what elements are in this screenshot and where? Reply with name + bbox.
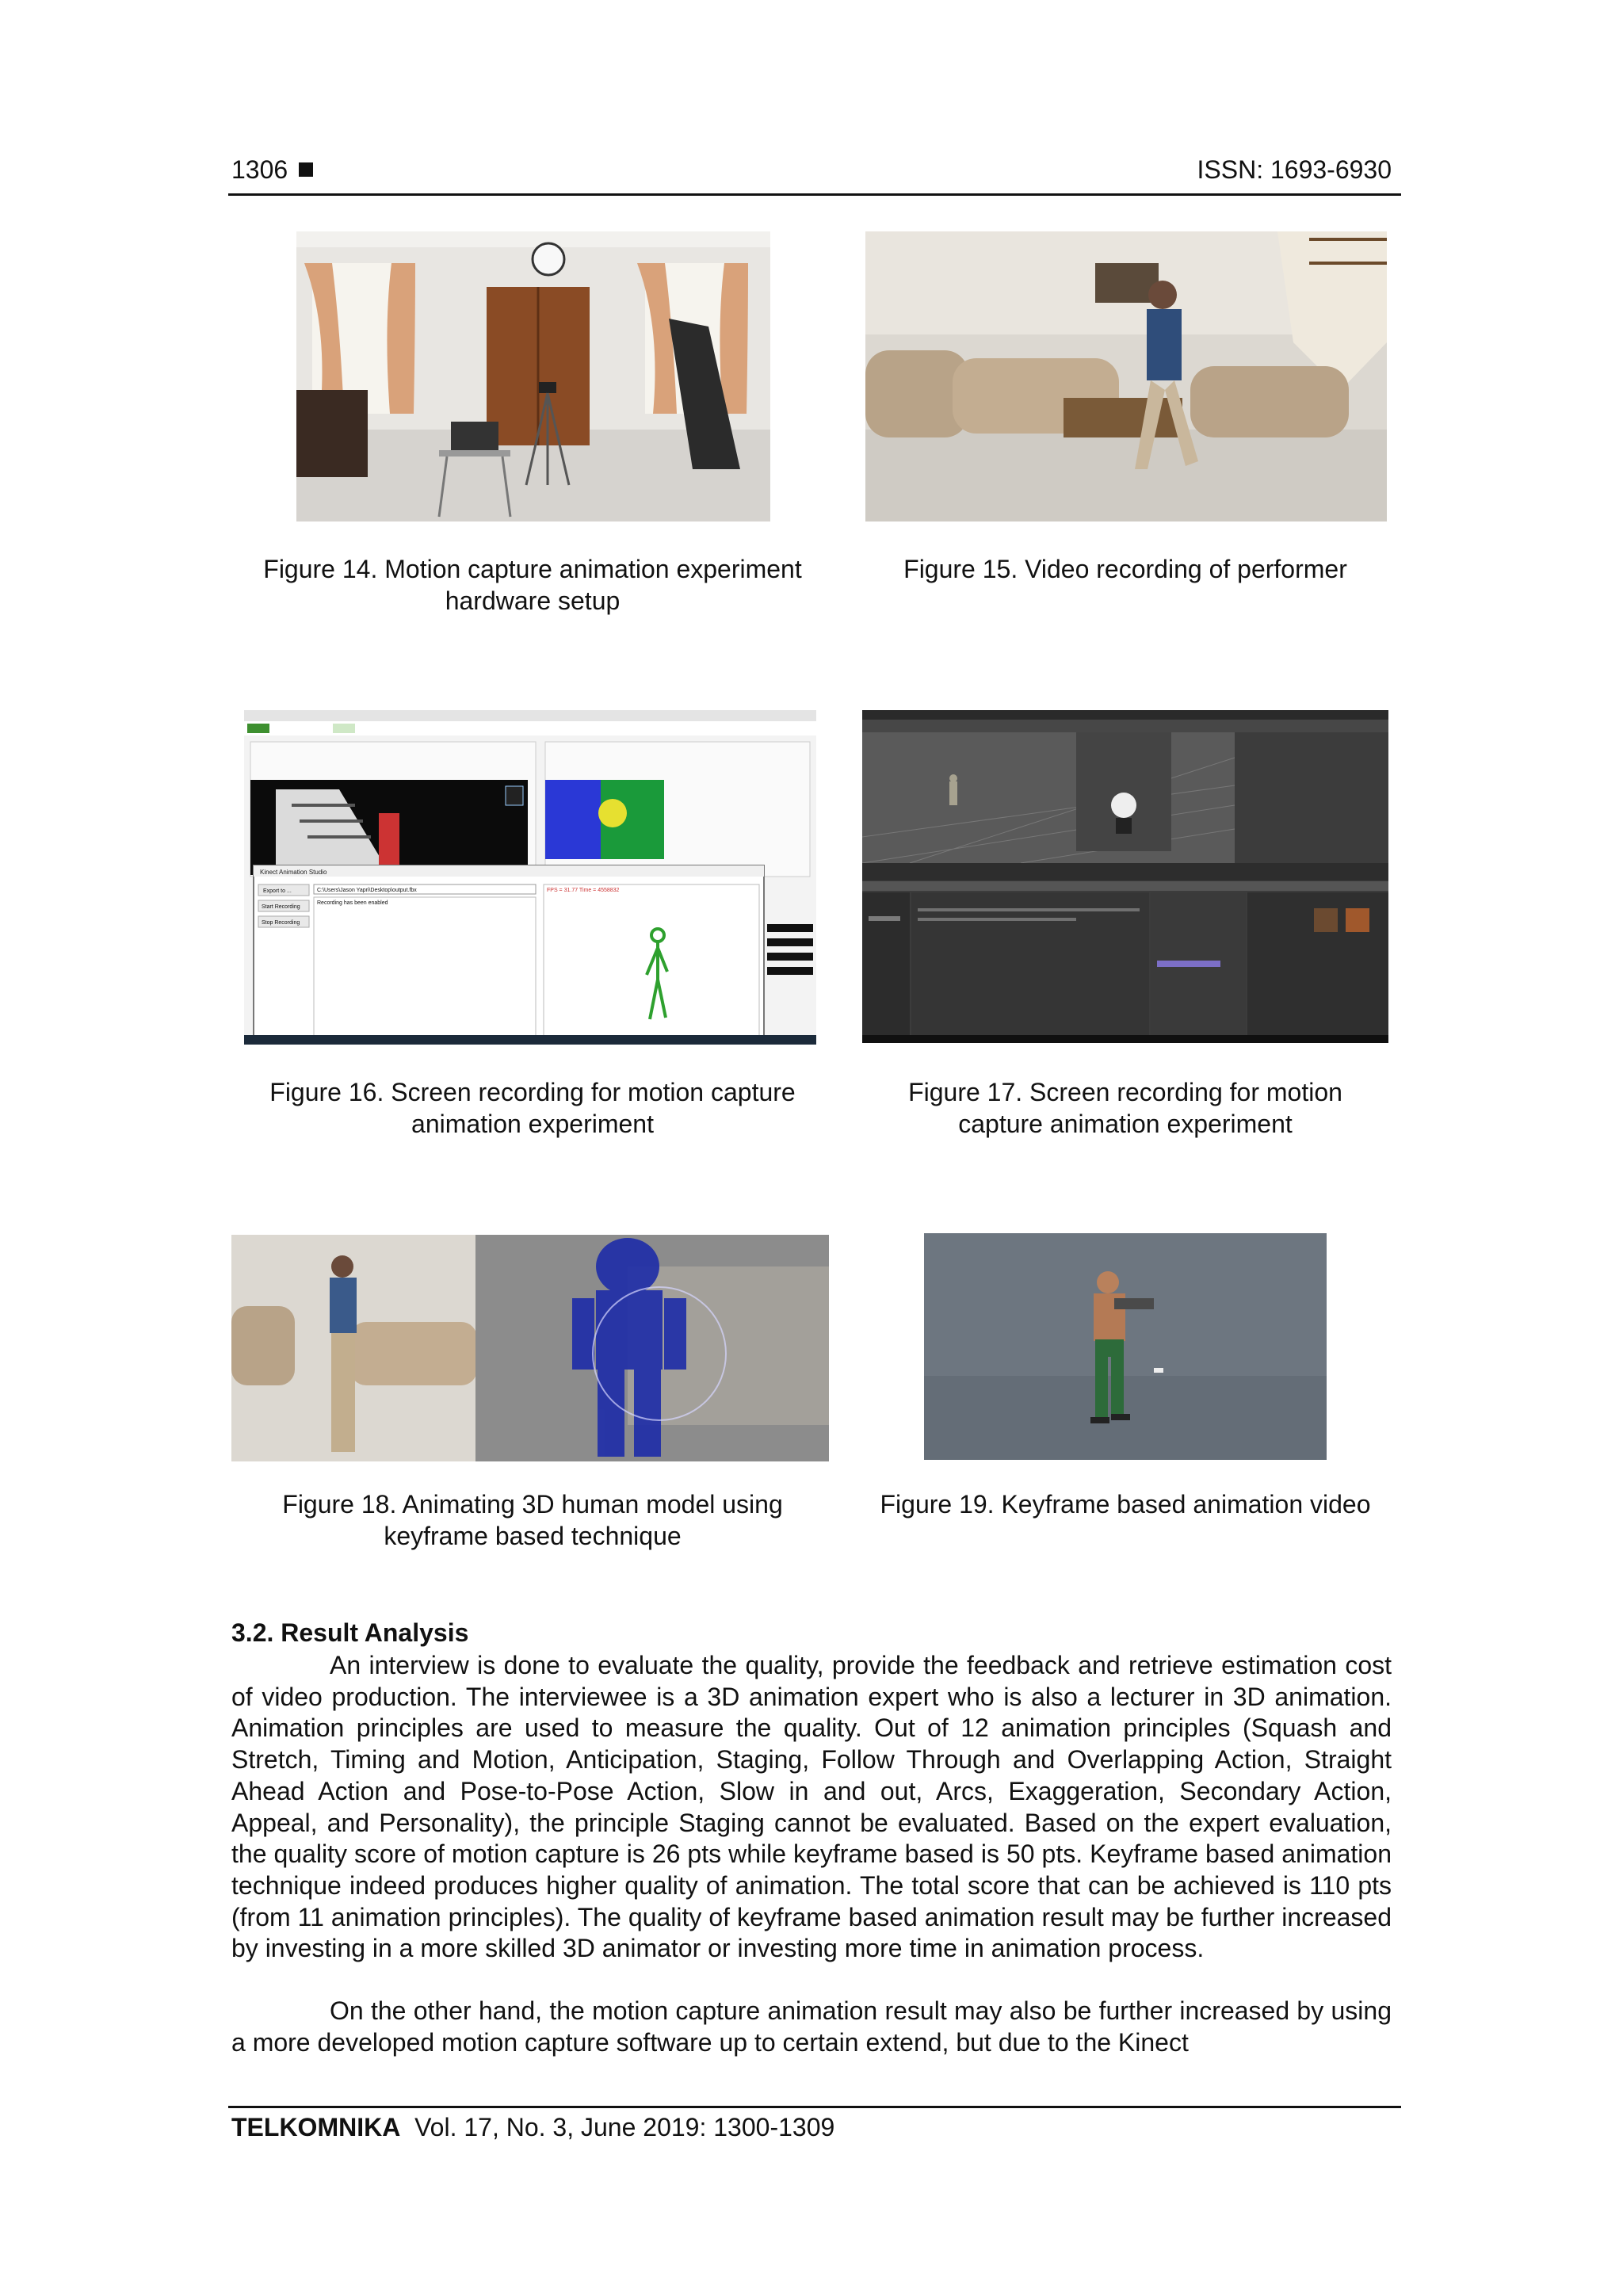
start-recording-button-label: Start Recording [262,904,300,910]
export-button-label: Export to ... [263,888,292,894]
figure-17-caption: Figure 17. Screen recording for motion capture animation experiment [908,1078,1342,1138]
figure-14-image [296,231,770,521]
body-paragraph-1: An interview is done to evaluate the quality, provide the feedback and retrieve estimation cost of video production. The interviewee is a 3D animation expert who is also a lecturer in 3D animation. Animation principles are used to measure the quality. Out of 12 animation principles (Squash and Stretch, Timing and Motion, Anticipation, Staging, Follow Through and Overlapping Action, Straight Ahead Action and Pose-to-Pose Action, Slow in and out, Arcs, Exaggeration, Secondary Action, Appeal, and Personality), the principle Staging cannot be evaluated. Based on the expert evaluation, the quality score of motion capture is 26 pts while keyframe based is 50 pts. Keyframe based animation technique indeed produces higher quality of animation. The total score that can be achieved is 110 pts (from 11 animation principles). The quality of keyframe based animation result may be further increased by investing in a more skilled 3D animator or investing more time in animation process. [231,1651,1392,1963]
figure-17-image [862,710,1388,1043]
recording-status-text: Recording has been enabled [317,900,388,906]
issn-label: ISSN: 1693-6930 [1197,155,1392,184]
figure-14-caption: Figure 14. Motion capture animation experiment hardware setup [263,555,802,615]
page-number: 1306 [231,155,313,185]
body-paragraph-2: On the other hand, the motion capture animation result may also be further increased by using a more developed motion capture software up to certain extend, but due to the Kinect [231,1996,1392,2057]
figure-19-image [924,1233,1327,1460]
stop-recording-button-label: Stop Recording [262,920,300,926]
journal-name: TELKOMNIKA [231,2113,401,2141]
figure-15-caption: Figure 15. Video recording of performer [903,555,1347,583]
citation-text: Vol. 17, No. 3, June 2019: 1300-1309 [414,2113,835,2141]
figure-18-caption: Figure 18. Animating 3D human model using keyframe based technique [282,1490,783,1550]
figure-16-caption: Figure 16. Screen recording for motion capture animation experiment [269,1078,796,1138]
section-heading: 3.2. Result Analysis [231,1618,469,1647]
header-rule [228,193,1401,196]
dialog-title-text: Kinect Animation Studio [260,869,327,876]
page-footer [231,2113,834,2142]
figure-16-image [244,710,816,1045]
figure-15-image [865,231,1387,521]
square-bullet-icon [299,162,313,177]
fps-readout-text: FPS = 31.77 Time = 4558832 [547,888,620,893]
output-path-text: C:\Users\Jason Yapri\Desktop\output.fbx [317,888,417,893]
page-header [231,155,1392,195]
footer-rule [228,2106,1401,2108]
figure-18-image [231,1235,829,1461]
figure-19-caption: Figure 19. Keyframe based animation video [880,1490,1371,1519]
